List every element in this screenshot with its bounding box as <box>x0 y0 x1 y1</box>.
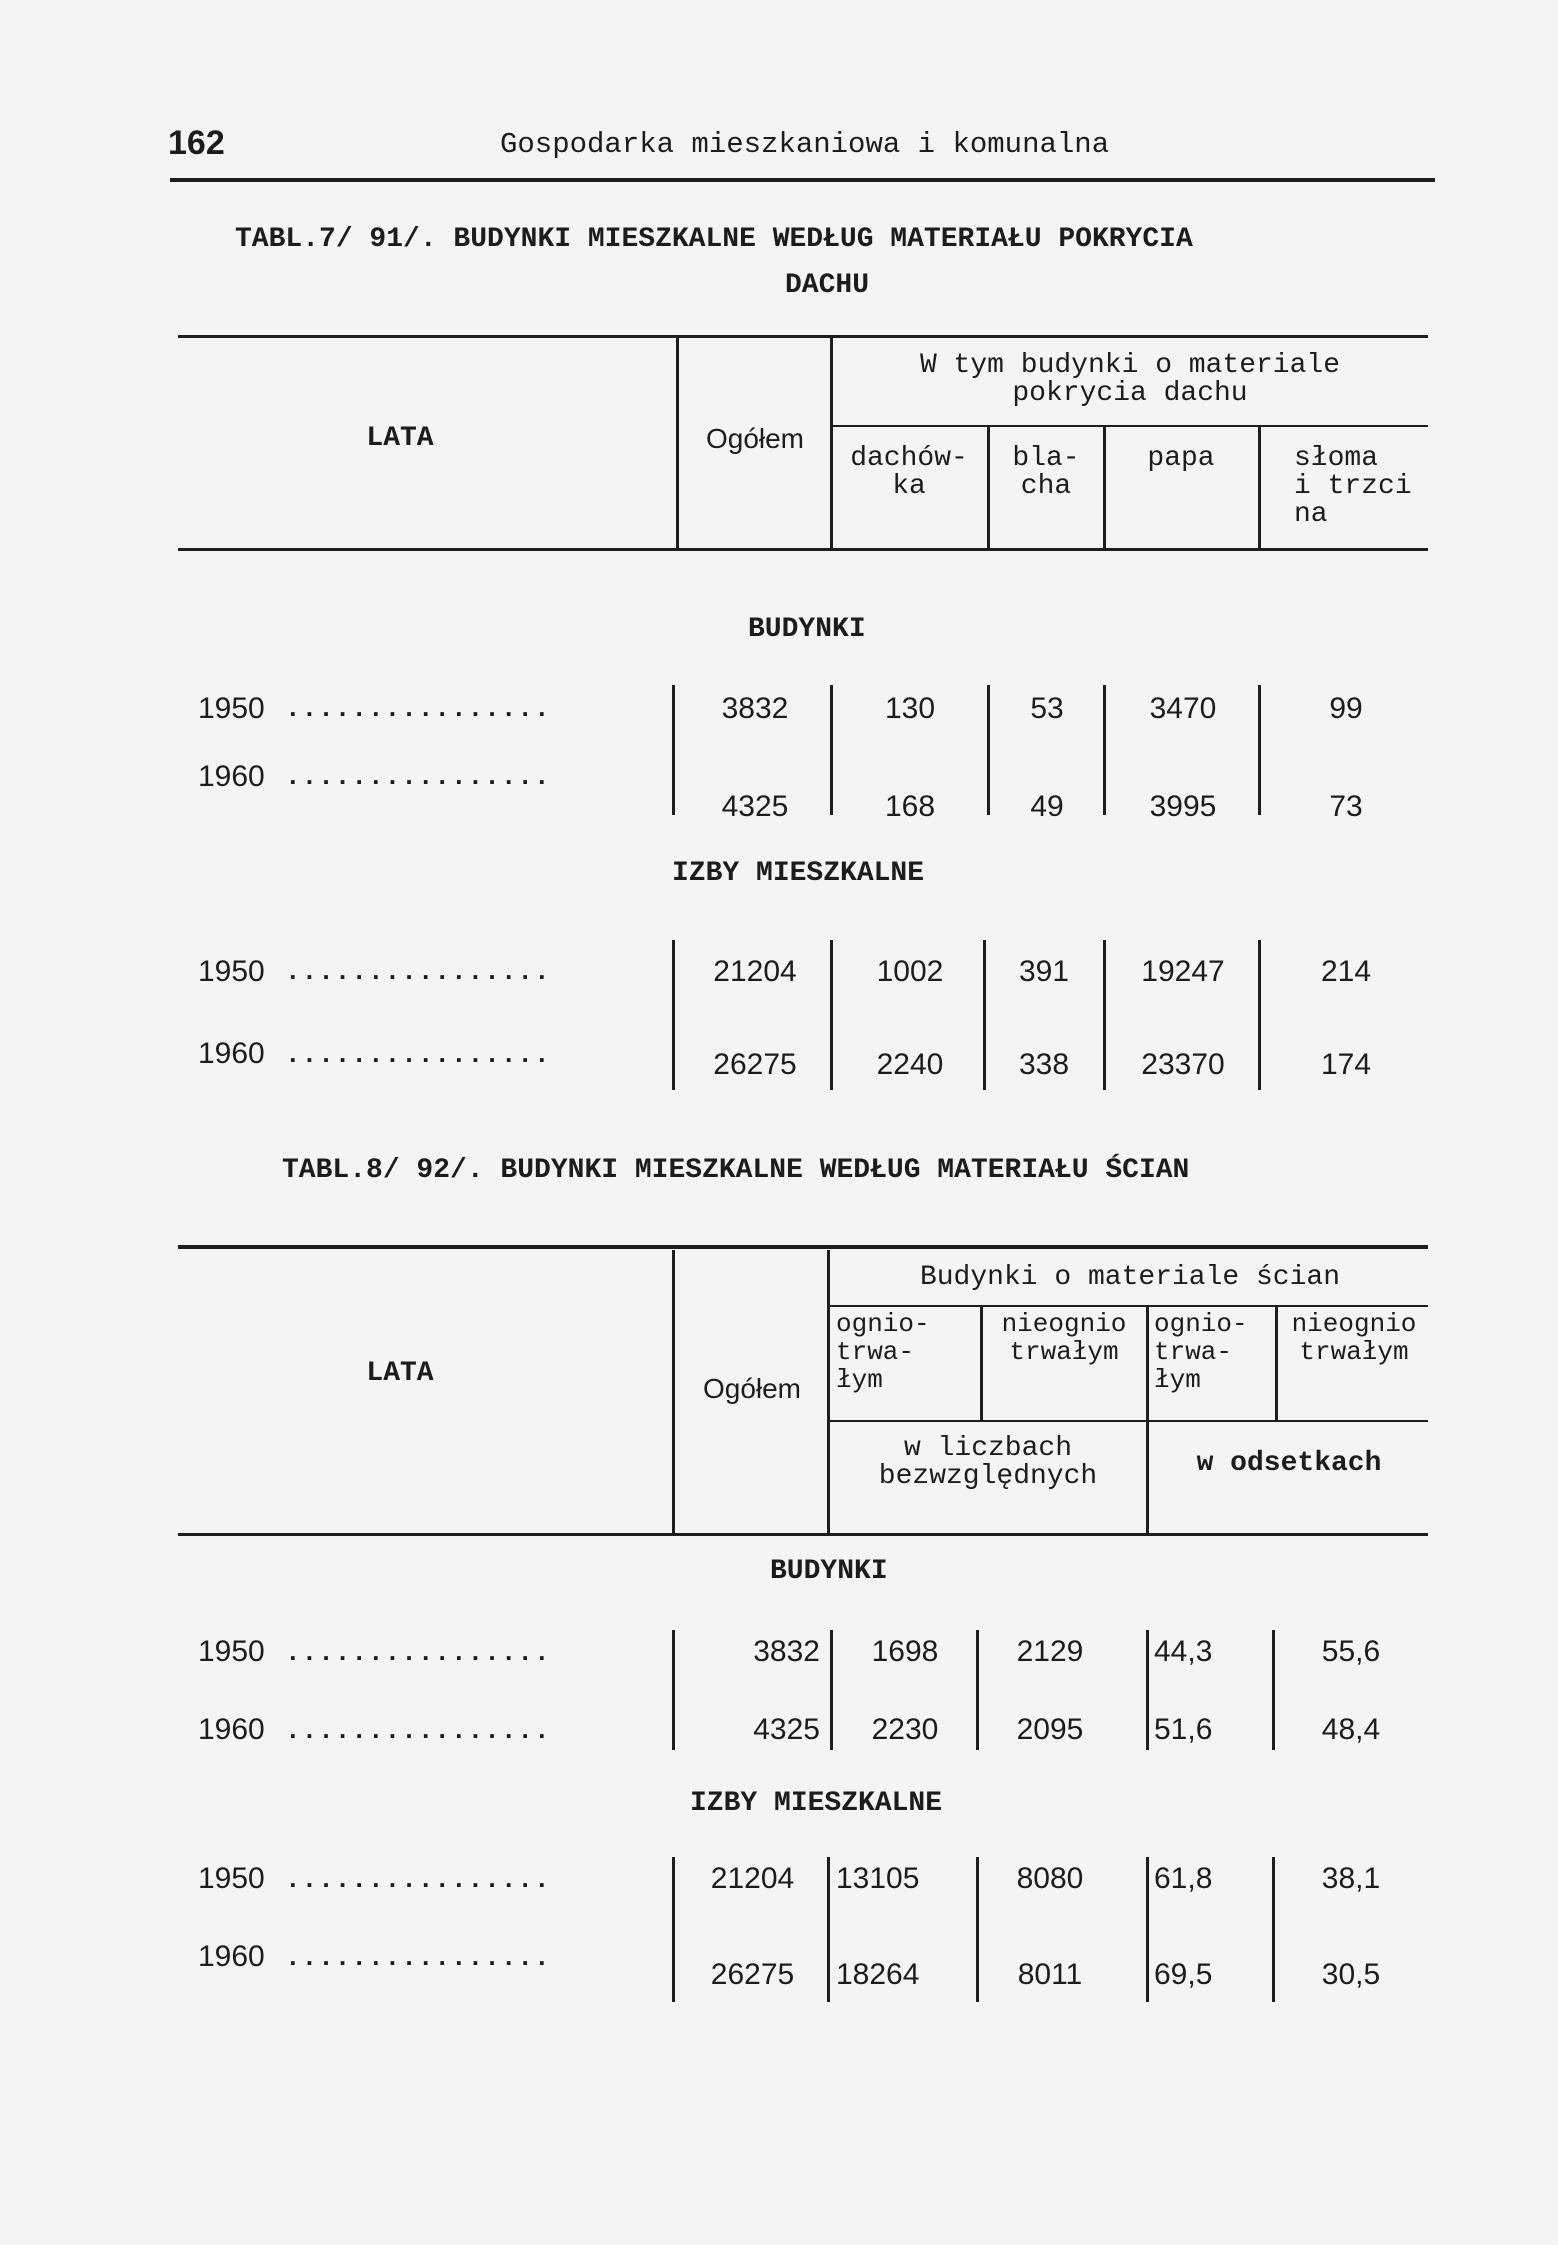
table8-row-year: 1950 <box>198 1635 265 1668</box>
table7-data-vline-1 <box>672 685 675 815</box>
table8-cell: 55,6 <box>1321 1635 1381 1668</box>
table8-group: Budynki o materiale ścian <box>919 1262 1341 1293</box>
table8-cell: 30,5 <box>1321 1958 1381 1991</box>
table7-cell: 174 <box>1320 1048 1372 1081</box>
table7-cell: 23370 <box>1141 1048 1225 1081</box>
table8-cell: 51,6 <box>1154 1713 1213 1746</box>
page-number: 162 <box>168 124 225 162</box>
sub-label-l1: słoma <box>1294 443 1379 474</box>
sub-label-l2: trwa- <box>836 1337 915 1367</box>
table8-cell: 48,4 <box>1321 1713 1381 1746</box>
table8-group-rule <box>830 1305 1428 1307</box>
table8-cell: 61,8 <box>1154 1862 1213 1895</box>
table8-col-total: Ogółem <box>702 1373 802 1404</box>
table7-top-rule <box>178 335 1428 338</box>
table8-vline-1 <box>672 1250 675 1533</box>
table8-row-year: 1950 <box>198 1862 265 1895</box>
table8-row-dots: ................ <box>285 1716 551 1746</box>
table8-cell: 8011 <box>1017 1958 1083 1991</box>
table7-row-year: 1950 <box>198 955 265 988</box>
table8-cell: 21204 <box>710 1862 795 1895</box>
table8-sub-fireproof-abs <box>832 1310 982 1394</box>
table7-data-vline-5 <box>1258 940 1261 1090</box>
table8-cell: 18264 <box>836 1958 920 1991</box>
table8-data-vline-2 <box>827 1857 830 2002</box>
table7-vline-2 <box>830 338 833 548</box>
table7-cell: 3995 <box>1149 790 1217 823</box>
sub-label-l3: łym <box>836 1365 883 1395</box>
sub-label-l2: trwałym <box>1009 1337 1119 1367</box>
table7-cell: 21204 <box>713 955 797 988</box>
table7-cell: 168 <box>884 790 936 823</box>
running-title: Gospodarka mieszkaniowa i komunalna <box>500 128 1110 161</box>
table8-data-vline-2 <box>830 1630 833 1750</box>
table7-vline-5 <box>1258 427 1261 548</box>
table8-data-vline-1 <box>672 1857 675 2002</box>
table7-cell: 2240 <box>876 1048 944 1081</box>
table8-col-lata: LATA <box>366 1358 434 1389</box>
table8-title: TABL.8/ 92/. BUDYNKI MIESZKALNE WEDŁUG MATERIAŁU ŚCIAN <box>282 1155 1190 1186</box>
sub-label-l2: ka <box>892 471 926 502</box>
table8-data-vline-3 <box>976 1630 979 1750</box>
table8-row-year: 1960 <box>198 1713 265 1746</box>
table7-cell: 99 <box>1329 692 1363 725</box>
table8-row-dots: ................ <box>285 1638 551 1668</box>
table7-sub-sloma <box>1262 445 1460 529</box>
header-rule <box>170 178 1435 182</box>
abs-label-l2: bezwzględnych <box>878 1461 1098 1492</box>
table7-cell: 391 <box>1018 955 1070 988</box>
table7-cell: 19247 <box>1141 955 1225 988</box>
table8-section-rooms: IZBY MIESZKALNE <box>690 1788 943 1819</box>
sub-label-l2: cha <box>1020 471 1072 502</box>
table7-header-bottom-rule <box>178 548 1428 551</box>
table8-row-dots: ................ <box>285 1865 551 1895</box>
table7-row-dots: ................ <box>285 1040 551 1070</box>
sub-label-l1: ognio- <box>836 1309 930 1339</box>
table7-cell: 53 <box>1030 692 1064 725</box>
table8-data-vline-4 <box>1146 1857 1149 2002</box>
table8-row-year: 1960 <box>198 1940 265 1973</box>
table8-header-bottom-rule <box>178 1533 1428 1536</box>
sub-label-l1: nieognio <box>1291 1309 1417 1339</box>
table7-cell: 49 <box>1030 790 1064 823</box>
table8-cell: 1698 <box>871 1635 939 1668</box>
table8-data-vline-1 <box>672 1630 675 1750</box>
table8-cell: 2129 <box>1016 1635 1084 1668</box>
table7-section-buildings: BUDYNKI <box>748 614 866 645</box>
sub-label-l2: trwa- <box>1154 1337 1233 1367</box>
table8-cell: 38,1 <box>1321 1862 1381 1895</box>
table7-data-vline-2 <box>830 940 833 1090</box>
table7-cell: 26275 <box>713 1048 797 1081</box>
table8-cell: 13105 <box>836 1862 920 1895</box>
table7-cell: 3470 <box>1149 692 1217 725</box>
table7-sub-dachowka <box>833 445 985 501</box>
sub-label-l2: trwałym <box>1299 1337 1409 1367</box>
sub-label-l1: bla- <box>1012 443 1080 474</box>
sub-label-l1: papa <box>1147 443 1215 474</box>
table7-group-line2: pokrycia dachu <box>1012 378 1248 409</box>
table7-row-dots: ................ <box>285 694 551 724</box>
table8-row-dots: ................ <box>285 1943 551 1973</box>
sub-label-l3: na <box>1294 499 1328 530</box>
table8-sub-fireproof-pct <box>1150 1310 1278 1394</box>
table7-data-vline-4 <box>1103 940 1106 1090</box>
table7-group-line1: W tym budynki o materiale <box>919 350 1341 381</box>
table7-data-vline-1 <box>672 940 675 1090</box>
table7-row-dots: ................ <box>285 957 551 987</box>
sub-label-l1: ognio- <box>1154 1309 1248 1339</box>
table8-cell: 2230 <box>871 1713 939 1746</box>
table7-col-total: Ogółem <box>705 423 805 454</box>
table8-data-vline-3 <box>976 1857 979 2002</box>
table7-data-vline-4 <box>1103 685 1106 815</box>
table8-sub-rule <box>830 1420 1428 1422</box>
table7-row-year: 1960 <box>198 1037 265 1070</box>
table7-section-rooms: IZBY MIESZKALNE <box>672 858 925 889</box>
table8-data-vline-4 <box>1146 1630 1149 1750</box>
table7-sub-papa <box>1106 445 1256 473</box>
table8-cell: 3832 <box>753 1635 820 1668</box>
table7-cell: 73 <box>1329 790 1363 823</box>
table8-cell: 69,5 <box>1154 1958 1213 1991</box>
table8-top-rule <box>178 1245 1428 1249</box>
table8-sub-nonfireproof-pct <box>1279 1310 1429 1366</box>
table7-subheader-rule <box>830 425 1428 427</box>
sub-label-l1: nieognio <box>1001 1309 1127 1339</box>
abs-label-l1: w liczbach <box>903 1433 1073 1464</box>
table8-cell: 44,3 <box>1154 1635 1213 1668</box>
table8-sub-nonfireproof-abs <box>984 1310 1144 1366</box>
table7-title: TABL.7/ 91/. BUDYNKI MIESZKALNE WEDŁUG MATERIAŁU POKRYCIA <box>235 224 1193 255</box>
sub-label-l3: łym <box>1154 1365 1201 1395</box>
table7-data-vline-2 <box>830 685 833 815</box>
table7-col-lata: LATA <box>366 423 434 454</box>
table7-data-vline-3 <box>987 685 990 815</box>
table7-data-vline-5 <box>1258 685 1261 815</box>
table7-vline-1 <box>676 338 679 548</box>
table7-cell: 3832 <box>721 692 789 725</box>
sub-label-l2: i trzci <box>1294 471 1412 502</box>
table8-section-buildings: BUDYNKI <box>770 1556 888 1587</box>
table7-cell: 130 <box>884 692 936 725</box>
table8-cell: 2095 <box>1016 1713 1084 1746</box>
table7-cell: 1002 <box>876 955 944 988</box>
table8-abs-label <box>832 1435 1144 1491</box>
table8-cell: 26275 <box>710 1958 795 1991</box>
table7-row-year: 1960 <box>198 760 265 793</box>
table7-row-year: 1950 <box>198 692 265 725</box>
sub-label-l1: dachów- <box>850 443 968 474</box>
table7-cell: 4325 <box>721 790 789 823</box>
table7-cell: 338 <box>1018 1048 1070 1081</box>
table7-sub-blacha <box>990 445 1102 501</box>
table8-cell: 8080 <box>1016 1862 1084 1895</box>
table8-cell: 4325 <box>753 1713 820 1746</box>
table7-title-cont: DACHU <box>785 270 870 301</box>
table8-pct-label: w odsetkach <box>1196 1448 1382 1479</box>
table7-row-dots: ................ <box>285 762 551 792</box>
table8-vline-4 <box>1146 1307 1149 1533</box>
table7-cell: 214 <box>1320 955 1372 988</box>
